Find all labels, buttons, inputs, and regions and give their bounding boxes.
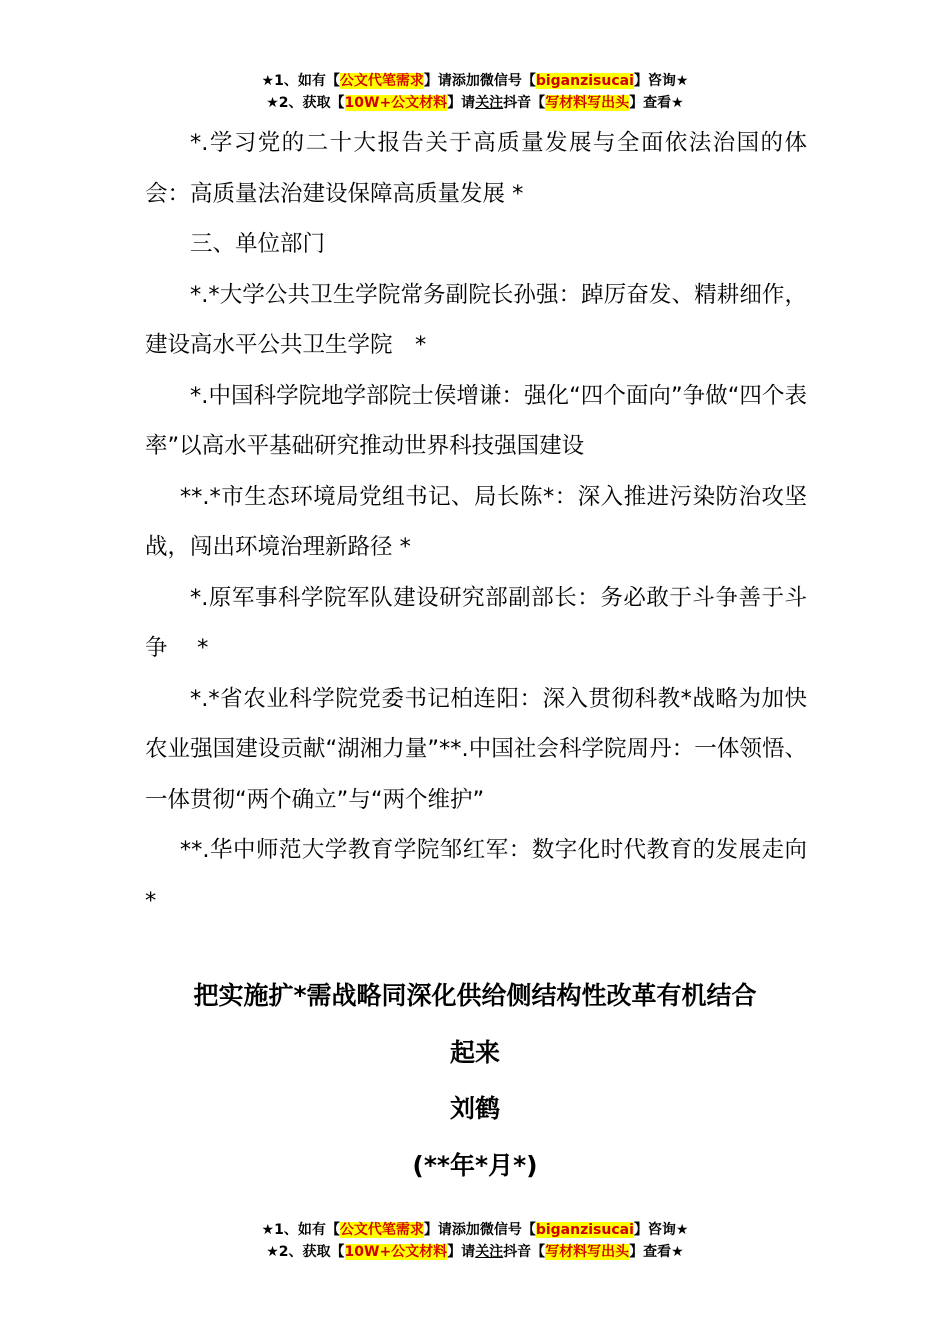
banner-text: 】咨询★ [633,1222,689,1238]
paragraph: *.*大学公共卫生学院常务副院长孙强：踔厉奋发、精耕细作，建设高水平公共卫生学院 * [145,281,807,358]
highlight-materials: 10W+公文材料 [344,1244,448,1260]
highlight-service: 公文代笔需求 [339,1222,424,1238]
highlight-douyin-account: 写材料写出头 [545,95,630,111]
banner-line-2 [0,1241,950,1263]
banner-text: 】查看★ [629,95,684,111]
banner-text: 抖音【 [503,1244,546,1260]
paragraph: *.*省农业科学院党委书记柏连阳：深入贯彻科教*战略为加快农业强国建设贡献“湖湘力量”**.中国社会科学院周丹：一体领悟、一体贯彻“两个确立”与“两个维护” [145,685,807,813]
article-title-block [0,968,950,1194]
highlight-service: 公文代笔需求 [339,73,424,89]
underlined-follow: 关注 [475,1244,504,1260]
highlight-douyin-account: 写材料写出头 [545,1244,630,1260]
paragraph: *.学习党的二十大报告关于高质量发展与全面依法治国的体会：高质量法治建设保障高质量发展 * [145,130,807,207]
document-body [145,118,830,926]
banner-line-1 [0,70,950,92]
paragraph: *.原军事科学院军队建设研究部副部长：务必敢于斗争善于斗争 * [145,584,807,661]
banner-text: 】查看★ [629,1244,684,1260]
highlight-wechat-id: biganzisucai [535,1222,634,1238]
paragraph: *.中国科学院地学部院士侯增谦：强化“四个面向”争做“四个表率”以高水平基础研究推动世界科技强国建设 [145,382,807,459]
banner-text: 】请 [447,95,476,111]
banner-text: 】咨询★ [633,73,689,89]
paragraph: **.*市生态环境局党组书记、局长陈*：深入推进污染防治攻坚战，闯出环境治理新路径 * [145,483,807,560]
banner-text: ★1、如有【 [261,73,340,89]
top-banner [0,70,950,114]
banner-text: 】请 [447,1244,476,1260]
banner-text: 】请添加微信号【 [423,73,536,89]
article-date: (**年*月*) [412,1150,538,1180]
highlight-wechat-id: biganzisucai [535,73,634,89]
banner-text: ★2、获取【 [266,1244,345,1260]
paragraph: **.华中师范大学教育学院邹红军：数字化时代教育的发展走向 * [145,837,830,914]
banner-text: ★2、获取【 [266,95,345,111]
banner-text: ★1、如有【 [261,1222,340,1238]
banner-text: 抖音【 [503,95,546,111]
article-author: 刘鹤 [449,1094,500,1123]
banner-line-2 [0,92,950,114]
article-title-continued: 起来 [449,1037,500,1067]
banner-line-1 [0,1219,950,1241]
banner-text: 】请添加微信号【 [423,1222,536,1238]
bottom-banner [0,1219,950,1263]
section-heading: 三、单位部门 [190,231,326,257]
highlight-materials: 10W+公文材料 [344,95,448,111]
underlined-follow: 关注 [475,95,504,111]
article-title: 把实施扩*需战略同深化供给侧结构性改革有机结合 [193,981,757,1010]
